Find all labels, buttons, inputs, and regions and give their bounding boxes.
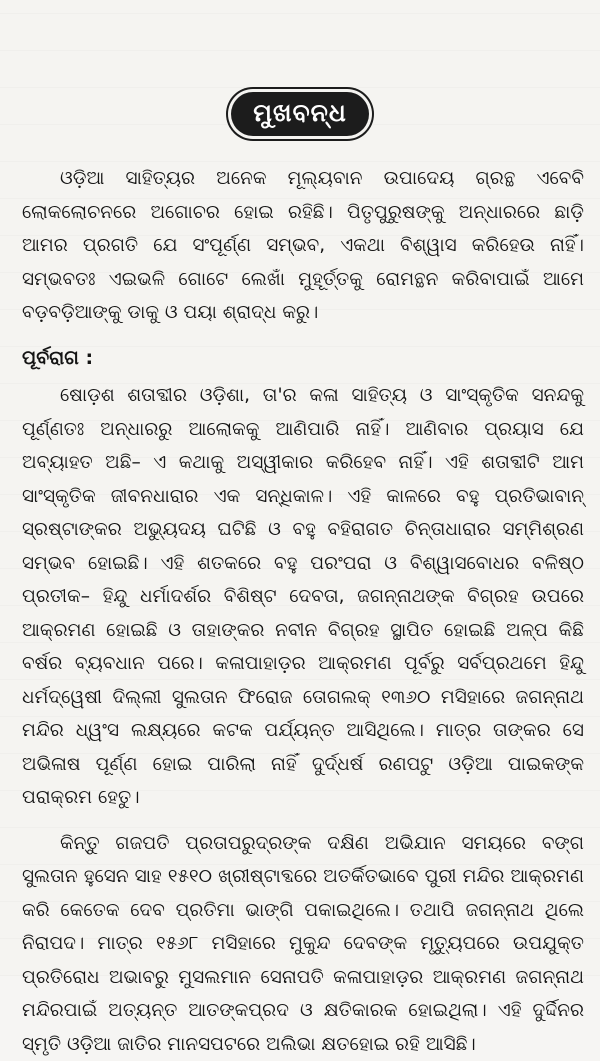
page-title: ମୁଖବନ୍ଧ <box>231 92 369 136</box>
paragraph-1: ଷୋଡ଼ଶ ଶତାବ୍ଦୀର ଓଡ଼ିଶା, ତା'ର କଳା ସାହିତ୍ୟ ଓ ସାଂସ୍କୃତିକ ସନନ୍ଦକୁ ପୂର୍ଣ୍ଣତଃ ଅନ୍ଧାରରୁ ଆଲୋକକୁ ଆଣିପାରି ନାହିଁ। ଆଣିବାର ପ୍ରୟାସ ଯେ ଅବ୍ୟାହତ ଅଛି– ଏ କଥାକୁ ଅସ୍ୱୀକାର କରିହେବ ନାହିଁ। ଏହି ଶତାବ୍ଦୀଟି ଆମ ସାଂସ୍କୃତିକ ଜୀବନଧାରାର ଏକ ସନ୍ଧିକାଳ। ଏହି କାଳରେ ବହୁ ପ୍ରତିଭାବାନ୍ ସ୍ରଷ୍ଟାଙ୍କର ଅଭ୍ୟୁଦୟ ଘଟିଛି ଓ ବହୁ ବହିରାଗତ ଚିନ୍ତାଧାରାର ସମ୍ମିଶ୍ରଣ ସମ୍ଭବ ହୋଇଛି। ଏହି ଶତକରେ ବହୁ ପରଂପରା ଓ ବିଶ୍ୱାସବୋଧର ବଳିଷ୍ଠ ପ୍ରତୀକ– ହିନ୍ଦୁ ଧର୍ମାଦର୍ଶର ବିଶିଷ୍ଟ ଦେବତା, ଜଗନ୍ନାଥଙ୍କ ବିଗ୍ରହ ଉପରେ ଆକ୍ରମଣ ହୋଇଛି ଓ ତାହାଙ୍କର ନବୀନ ବିଗ୍ରହ ସ୍ଥାପିତ ହୋଇଛି ଅଳ୍ପ କିଛି ବର୍ଷର ବ୍ୟବଧାନ ପରେ। କଳାପାହାଡ଼ର ଆକ୍ରମଣ ପୂର୍ବରୁ ସର୍ବପ୍ରଥମେ ହିନ୍ଦୁ ଧର୍ମଦ୍ୱେଷୀ ଦିଲ୍ଲୀ ସୁଲତାନ ଫିରୋଜ ତୋଗଲକ୍ ୧୩୬୦ ମସିହାରେ ଜଗନ୍ନାଥ ମନ୍ଦିର ଧ୍ୱଂସ ଲକ୍ଷ୍ୟରେ କଟକ ପର୍ଯ୍ୟନ୍ତ ଆସିଥିଲେ। ମାତ୍ର ତାଙ୍କର ସେ ଅଭିଳାଷ ପୂର୍ଣ୍ଣ ହୋଇ ପାରିଲା ନାହିଁ ଦୁର୍ଦ୍ଧର୍ଷ ରଣପଟୁ ଓଡ଼ିଆ ପାଇକଙ୍କ ପରାକ୍ରମ ହେତୁ। <box>22 379 584 815</box>
section-heading: ପୂର୍ବରାଗ : <box>22 342 584 376</box>
paragraph-2: କିନ୍ତୁ ଗଜପତି ପ୍ରତାପରୁଦ୍ରଙ୍କ ଦକ୍ଷିଣ ଅଭିଯାନ ସମୟରେ ବଙ୍ଗ ସୁଲତାନ ହୁସେନ ସାହ ୧୫୧୦ ଖ୍ରୀଷ୍ଟାବ୍ଦରେ ଅତର୍କିତଭାବେ ପୁରୀ ମନ୍ଦିର ଆକ୍ରମଣ କରି କେତେକ ଦେବ ପ୍ରତିମା ଭାଙ୍ଗି ପକାଇଥିଲେ। ତଥାପି ଜଗନ୍ନାଥ ଥିଲେ ନିରାପଦ। ମାତ୍ର ୧୫୬୮ ମସିହାରେ ମୁକୁନ୍ଦ ଦେବଙ୍କ ମୃତ୍ୟୁପରେ ଉପଯୁକ୍ତ ପ୍ରତିରୋଧ ଅଭାବରୁ ମୁସଲମାନ ସେନାପତି କଳାପାହାଡ଼ର ଆକ୍ରମଣ ଜଗନ୍ନାଥ ମନ୍ଦିରପାଇଁ ଅତ୍ୟନ୍ତ ଆତଙ୍କପ୍ରଦ ଓ କ୍ଷତିକାରକ ହୋଇଥିଲା। ଏହି ଦୁର୍ଦ୍ଦିନର ସ୍ମୃତି ଓଡ଼ିଆ ଜାତିର ମାନସପଟରେ ଅଲିଭା କ୍ଷତହୋଇ ରହି ଆସିଛି। <box>22 827 584 1061</box>
paragraph-spacer <box>22 815 584 827</box>
title-container <box>0 92 600 136</box>
body-text <box>22 162 584 1061</box>
intro-paragraph: ଓଡ଼ିଆ ସାହିତ୍ୟର ଅନେକ ମୂଲ୍ୟବାନ ଉପାଦେୟ ଗ୍ରନ୍ଥ ଏବେବି ଲୋକଲୋଚନରେ ଅଗୋଚର ହୋଇ ରହିଛି। ପିତୃପୁରୁଷଙ୍କୁ ଅନ୍ଧାରରେ ଛାଡ଼ି ଆମର ପ୍ରଗତି ଯେ ସଂପୂର୍ଣ୍ଣ ସମ୍ଭବ, ଏକଥା ବିଶ୍ୱାସ କରିହେଉ ନାହିଁ। ସମ୍ଭବତଃ ଏଇଭଳି ଗୋଟେ ଲେଖାଁ ମୁହୂର୍ତ୍ତକୁ ରୋମନ୍ଥନ କରିବାପାଇଁ ଆମେ ବଡ଼ବଡ଼ିଆଙ୍କୁ ଡାକୁ ଓ ପୟା ଶ୍ରାଦ୍ଧ କରୁ। <box>22 162 584 330</box>
